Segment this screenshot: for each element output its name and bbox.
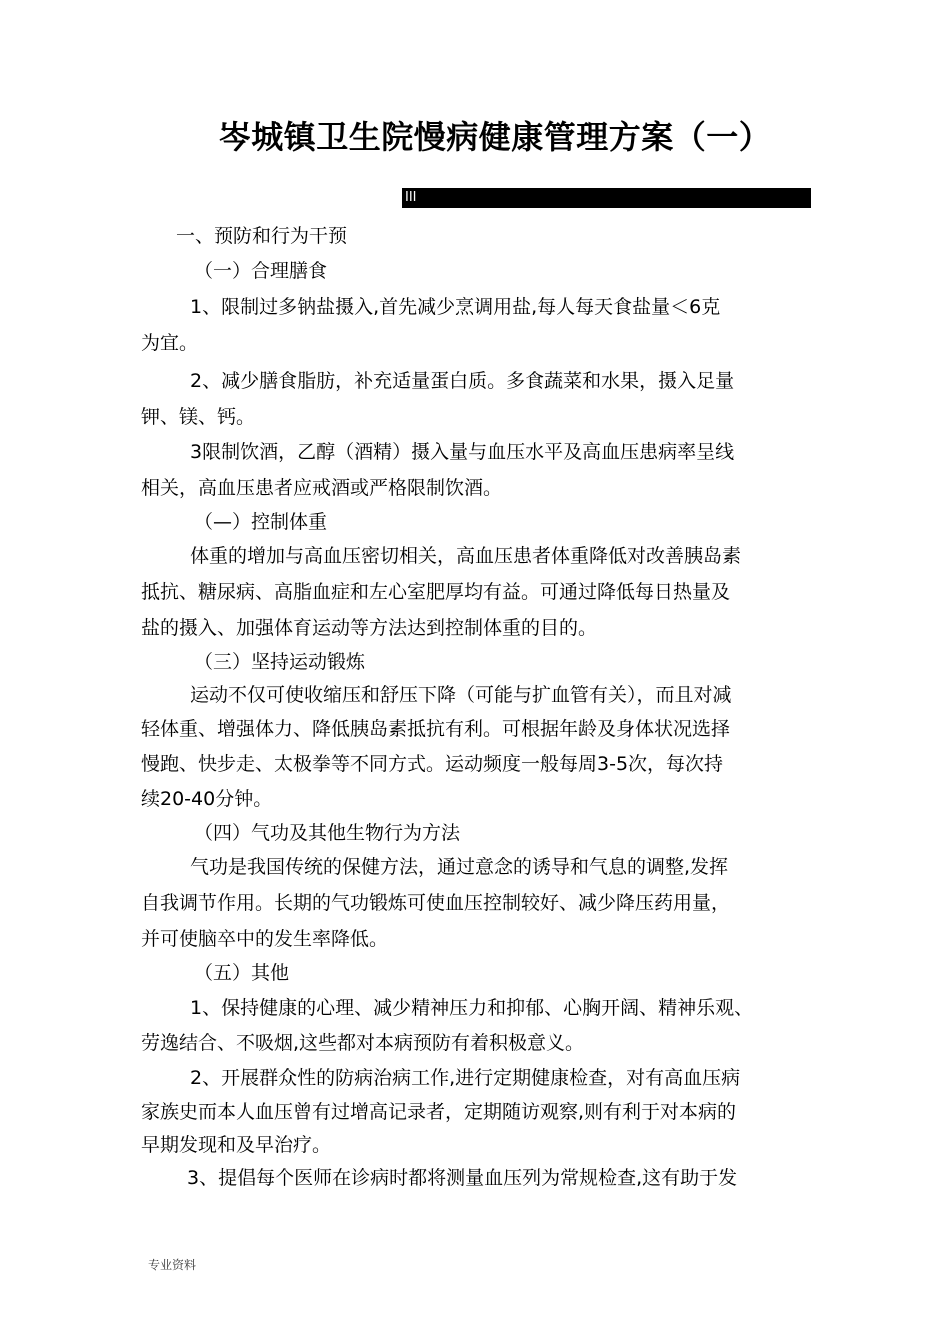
- page-footer: 专业资料: [148, 1258, 197, 1272]
- paragraph-line: 家族史而本人血压曾有过增高记录者，定期随访观察,则有利于对本病的: [141, 1101, 737, 1123]
- paragraph-line: 体重的增加与高血压密切相关，高血压患者体重降低对改善胰岛素: [190, 545, 742, 567]
- header-bar-text: III: [405, 190, 417, 205]
- paragraph-line: 盐的摄入、加强体育运动等方法达到控制体重的目的。: [141, 617, 598, 639]
- paragraph-line: 3、提倡每个医师在诊病时都将测量血压列为常规检查,这有助于发: [187, 1167, 738, 1189]
- paragraph-line: 并可使脑卒中的发生率降低。: [141, 928, 389, 950]
- subsection-heading: （三）坚持运动锻炼: [194, 651, 366, 673]
- paragraph-line: 慢跑、快步走、太极拳等不同方式。运动频度一般每周3-5次，每次持: [141, 753, 724, 775]
- subsection-heading: （五）其他: [194, 962, 290, 984]
- paragraph-line: 2、开展群众性的防病治病工作,进行定期健康检查，对有高血压病: [190, 1067, 741, 1089]
- header-bar: [402, 188, 811, 208]
- paragraph-line: 抵抗、糖尿病、高脂血症和左心室肥厚均有益。可通过降低每日热量及: [141, 581, 731, 603]
- paragraph-line: 为宜。: [141, 332, 199, 354]
- subsection-heading: （四）气功及其他生物行为方法: [194, 822, 461, 844]
- subsection-heading: （—）控制体重: [194, 511, 328, 533]
- section-heading: 一、预防和行为干预: [176, 225, 348, 247]
- paragraph-line: 3限制饮酒，乙醇（酒精）摄入量与血压水平及高血压患病率呈线: [190, 441, 735, 463]
- paragraph-line: 相关，高血压患者应戒酒或严格限制饮酒。: [141, 477, 503, 499]
- paragraph-line: 钾、镁、钙。: [141, 406, 256, 428]
- paragraph-line: 气功是我国传统的保健方法，通过意念的诱导和气息的调整,发挥: [190, 856, 729, 878]
- subsection-heading: （一）合理膳食: [194, 260, 328, 282]
- document-title: 岑城镇卫生院慢病健康管理方案（一）: [218, 118, 772, 156]
- paragraph-line: 自我调节作用。长期的气功锻炼可使血压控制较好、减少降压药用量，: [141, 892, 731, 914]
- paragraph-line: 早期发现和及早治疗。: [141, 1134, 332, 1156]
- paragraph-line: 1、保持健康的心理、减少精神压力和抑郁、心胸开阔、精神乐观、: [190, 997, 754, 1019]
- paragraph-line: 1、限制过多钠盐摄入,首先减少烹调用盐,每人每天食盐量＜6克: [190, 296, 721, 318]
- paragraph-line: 续20-40分钟。: [141, 788, 273, 810]
- paragraph-line: 2、减少膳食脂肪，补充适量蛋白质。多食蔬菜和水果，摄入足量: [190, 370, 735, 392]
- paragraph-line: 运动不仅可使收缩压和舒压下降（可能与扩血管有关），而且对减: [190, 684, 732, 706]
- paragraph-line: 劳逸结合、不吸烟,这些都对本病预防有着积极意义。: [141, 1032, 585, 1054]
- paragraph-line: 轻体重、增强体力、降低胰岛素抵抗有利。可根据年龄及身体状况选择: [141, 718, 731, 740]
